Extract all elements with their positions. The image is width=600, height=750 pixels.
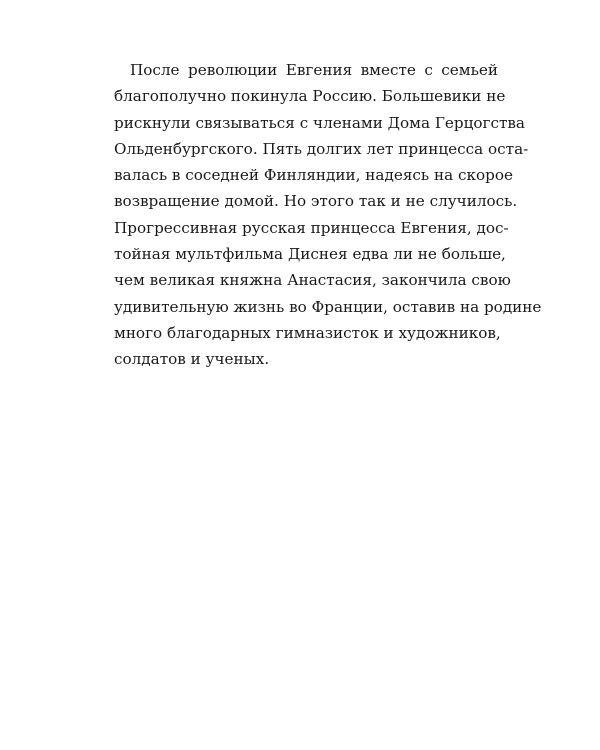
text-line: много благодарных гимназисток и художников, xyxy=(114,323,501,342)
text-line: солдатов и ученых. xyxy=(114,350,270,369)
text-line: чем великая княжна Анастасия, закончила свою xyxy=(114,271,511,290)
text-line: валась в соседней Финляндии, надеясь на скорое xyxy=(114,166,513,185)
text-line: благополучно покинула Россию. Большевики не xyxy=(114,87,506,106)
body-paragraph xyxy=(114,57,542,373)
text-line: Прогрессивная русская принцесса Евгения, дос- xyxy=(114,218,509,237)
text-line: возвращение домой. Но этого так и не случилось. xyxy=(114,192,518,211)
text-line: тойная мультфильма Диснея едва ли не больше, xyxy=(114,245,506,264)
text-line: Ольденбургского. Пять долгих лет принцесса оста- xyxy=(114,139,529,158)
text-line: удивительную жизнь во Франции, оставив на родине xyxy=(114,297,542,316)
text-line: После революции Евгения вместе с семьей xyxy=(130,61,498,79)
text-line: рискнули связываться с членами Дома Герцогства xyxy=(114,113,525,132)
